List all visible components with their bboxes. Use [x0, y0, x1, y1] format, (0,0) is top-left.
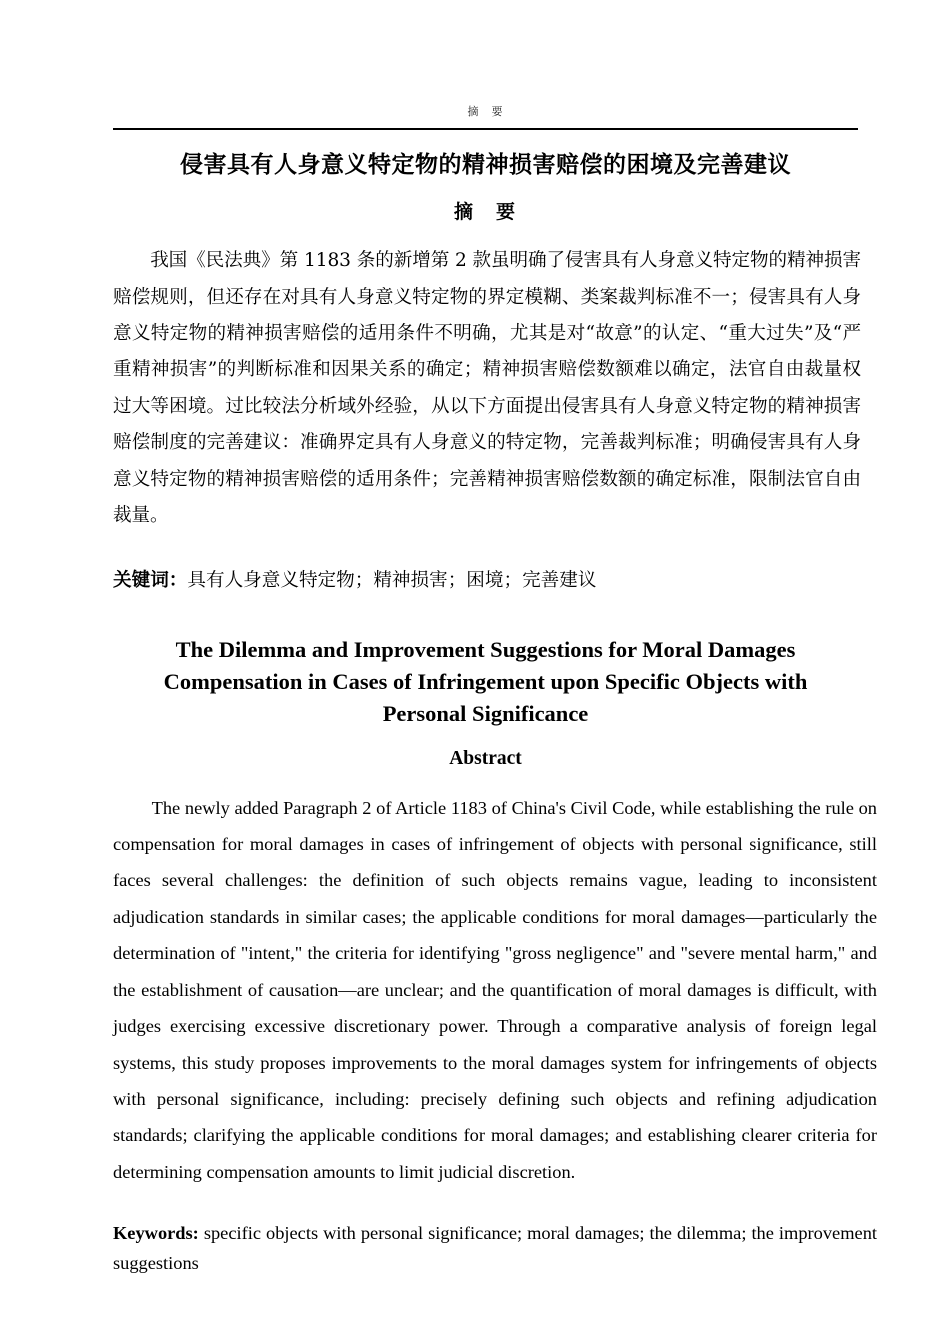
page-content	[113, 140, 877, 1297]
chinese-title: 侵害具有人身意义特定物的精神损害赔偿的困境及完善建议	[180, 152, 791, 178]
chinese-keywords-value: 具有人身意义特定物；精神损害；困境；完善建议	[187, 570, 597, 592]
chinese-abstract-heading: 摘 要	[453, 201, 517, 224]
english-keywords-value: specific objects with personal significance; moral damages; the dilemma; the improvement suggestions	[113, 1223, 877, 1274]
chinese-keywords-label: 关键词：	[113, 570, 188, 592]
header-rule-divider	[113, 128, 858, 130]
chinese-abstract-paragraph: 我国《民法典》第 1183 条的新增第 2 款虽明确了侵害具有人身意义特定物的精神损害赔偿规则，但还存在对具有人身意义特定物的界定模糊、类案裁判标准不一；侵害具有人身意义特定物的精神损害赔偿的适用条件不明确，尤其是对“故意”的认定、“重大过失”及“严重精神损害”的判断标准和因果关系的确定；精神损害赔偿数额难以确定，法官自由裁量权过大等困境。过比较法分析域外经验，从以下方面提出侵害具有人身意义特定物的精神损害赔偿制度的完善建议：准确界定具有人身意义的特定物，完善裁判标准；明确侵害具有人身意义特定物的精神损害赔偿的适用条件；完善精神损害赔偿数额的确定标准，限制法官自由裁量。	[113, 250, 861, 527]
english-keywords-label: Keywords:	[113, 1223, 199, 1244]
english-abstract-heading: Abstract	[449, 748, 522, 770]
english-title	[113, 634, 858, 730]
chinese-keywords	[113, 564, 861, 598]
english-title-line-2: Compensation in Cases of Infringement upon Specific Objects with	[163, 669, 808, 695]
english-keywords	[113, 1218, 877, 1278]
english-abstract-paragraph: The newly added Paragraph 2 of Article 1183 of China's Civil Code, while establishing the rule on compensation for moral damages in cases of infringement of objects with personal significance, still faces several challenges: the definition of such objects remains vague, leading to inconsistent adjudication standards in similar cases; the applicable conditions for moral damages—particularly the determination of "intent," the criteria for identifying "gross negligence" and "severe mental harm," and the establishment of causation—are unclear; and the quantification of moral damages is difficult, with judges exercising excessive discretionary power. Through a comparative analysis of foreign legal systems, this study proposes improvements to the moral damages system for infringements of objects with personal significance, including: precisely defining such objects and refining adjudication standards; clarifying the applicable conditions for moral damages; and establishing clearer criteria for determining compensation amounts to limit judicial discretion.	[113, 797, 877, 1182]
running-header: 摘 要	[467, 106, 504, 118]
english-title-line-3: Personal Significance	[382, 701, 589, 727]
english-title-line-1: The Dilemma and Improvement Suggestions for Moral Damages	[175, 637, 796, 663]
